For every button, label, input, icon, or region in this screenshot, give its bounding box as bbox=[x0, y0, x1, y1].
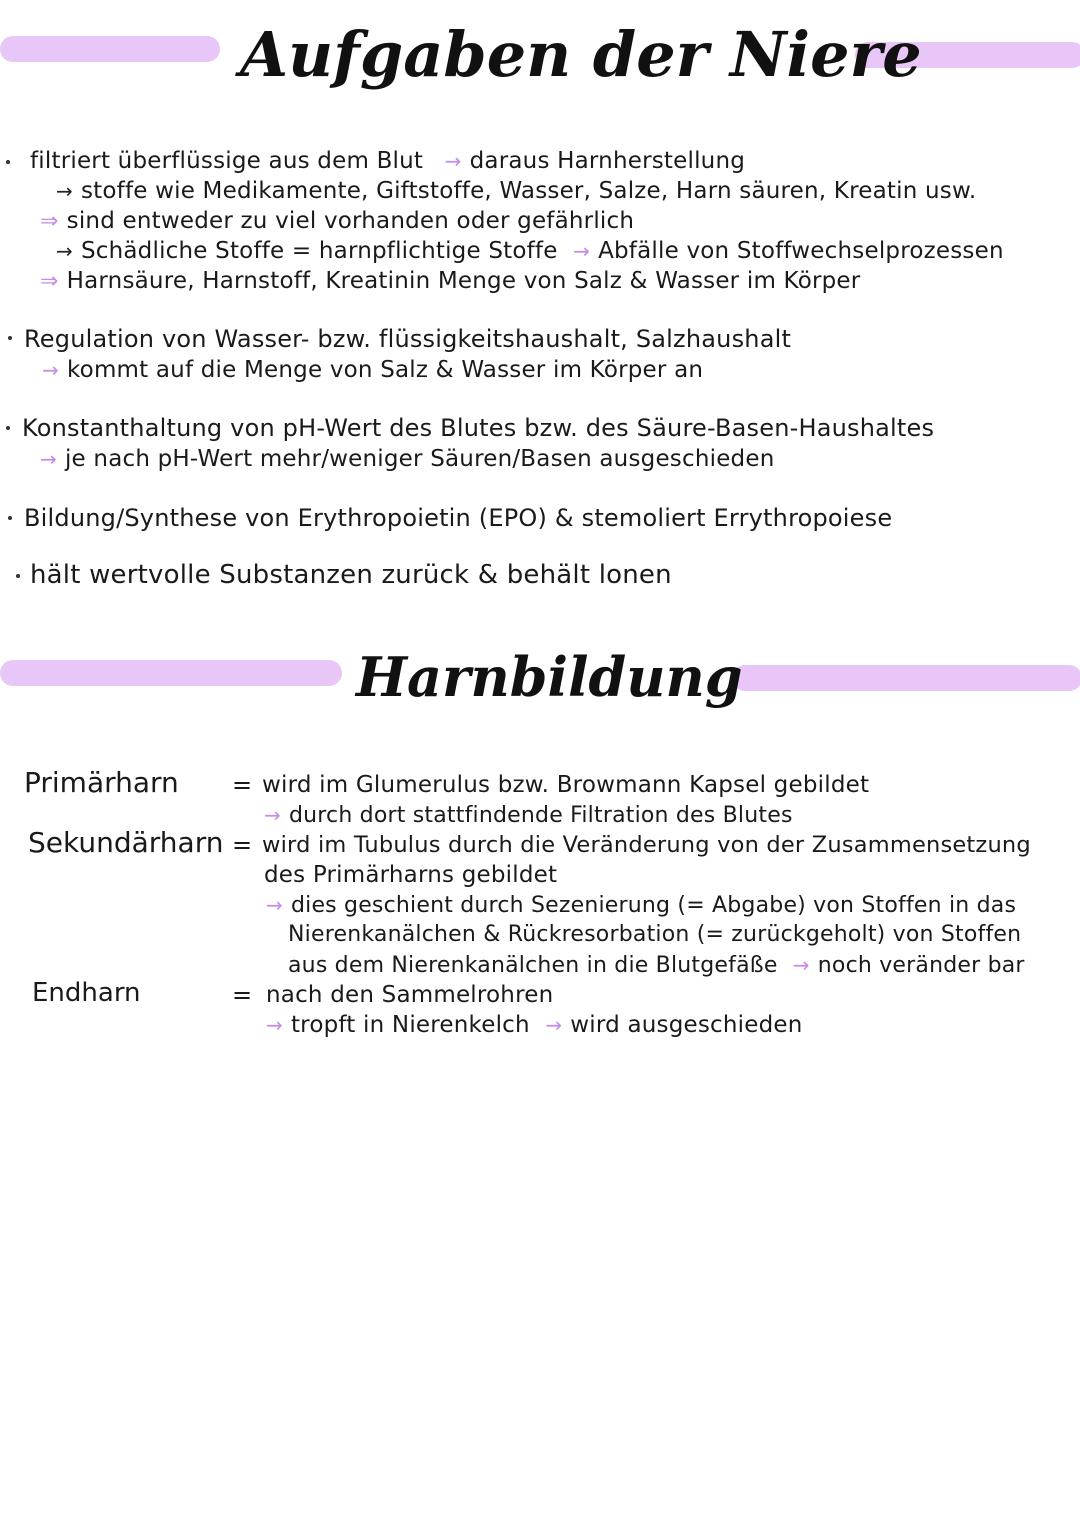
task3-line2-text: je nach pH-Wert mehr/weniger Säuren/Basen ausgeschieden bbox=[64, 446, 775, 472]
sekundaer-line3 bbox=[266, 890, 1016, 921]
arrow-icon: → bbox=[545, 1013, 563, 1037]
task2-line2-text: kommt auf die Menge von Salz & Wasser im Körper an bbox=[66, 357, 704, 383]
sekundaer-line5-result: noch veränder bar bbox=[817, 953, 1025, 978]
decor-bar-left-2 bbox=[0, 660, 342, 686]
task1-line4-text: Schädliche Stoffe = harnpflichtige Stoffe bbox=[80, 238, 558, 264]
section-title: Harnbildung bbox=[356, 645, 743, 709]
task3-line1: Konstanthaltung von pH-Wert des Blutes bzw. des Säure-Basen-Haushaltes bbox=[22, 414, 935, 442]
arrow-icon: → bbox=[266, 893, 283, 917]
primaer-line1: wird im Glumerulus bzw. Browmann Kapsel gebildet bbox=[262, 772, 870, 798]
bullet-dot bbox=[6, 160, 10, 164]
double-arrow-icon: ⇒ bbox=[40, 209, 59, 234]
equals-sign: = bbox=[232, 981, 253, 1009]
task1-line5-text: Harnsäure, Harnstoff, Kreatinin Menge von Salz & Wasser im Körper bbox=[66, 268, 861, 294]
task1-line1-result: daraus Harnherstellung bbox=[469, 148, 746, 174]
term-primaerharn: Primärharn bbox=[24, 766, 179, 799]
sekundaer-line3-text: dies geschient durch Sezenierung (= Abgabe) von Stoffen in das bbox=[290, 893, 1017, 918]
arrow-icon: → bbox=[792, 953, 810, 977]
end-line2-text: tropft in Nierenkelch bbox=[290, 1012, 530, 1038]
arrow-icon: → bbox=[56, 179, 73, 203]
equals-sign: = bbox=[232, 771, 253, 799]
sekundaer-line4: Nierenkanälchen & Rückresorbation (= zurückgeholt) von Stoffen bbox=[288, 922, 1022, 947]
bullet-dot bbox=[8, 516, 12, 520]
task1-line1 bbox=[30, 146, 745, 176]
page-title: Aufgaben der Niere bbox=[240, 18, 922, 91]
arrow-icon: → bbox=[40, 447, 57, 471]
bullet-dot bbox=[8, 336, 12, 340]
task4-line1: Bildung/Synthese von Erythropoietin (EPO) & stemoliert Errythropoiese bbox=[24, 504, 893, 532]
task1-line1-text: filtriert überflüssige aus dem Blut bbox=[30, 148, 424, 174]
task2-line2 bbox=[42, 355, 703, 385]
sekundaer-line2: des Primärharns gebildet bbox=[264, 862, 558, 888]
term-sekundaerharn: Sekundärharn bbox=[28, 826, 224, 859]
bullet-dot bbox=[6, 426, 10, 430]
task2-line1: Regulation von Wasser- bzw. flüssigkeitshaushalt, Salzhaushalt bbox=[24, 325, 792, 353]
decor-bar-left-1 bbox=[0, 36, 220, 62]
arrow-icon: → bbox=[264, 803, 281, 827]
task1-line4-result: Abfälle von Stoffwechselprozessen bbox=[598, 238, 1004, 264]
task1-line2 bbox=[56, 176, 976, 206]
sekundaer-line5 bbox=[288, 950, 1025, 981]
equals-sign: = bbox=[232, 831, 253, 859]
task3-line2 bbox=[40, 444, 774, 474]
arrow-icon: → bbox=[266, 1013, 283, 1037]
sekundaer-line5-text: aus dem Nierenkanälchen in die Blutgefäße bbox=[288, 953, 778, 978]
bullet-dot bbox=[16, 574, 20, 578]
double-arrow-icon: ⇒ bbox=[40, 269, 59, 294]
end-line1: nach den Sammelrohren bbox=[266, 982, 554, 1008]
end-line2 bbox=[266, 1010, 803, 1040]
task5-line1: hält wertvolle Substanzen zurück & behält lonen bbox=[30, 560, 672, 590]
end-line2-result: wird ausgeschieden bbox=[570, 1012, 803, 1038]
arrow-icon: → bbox=[42, 358, 59, 382]
task1-line5 bbox=[40, 266, 860, 297]
decor-bar-right-2 bbox=[732, 665, 1080, 691]
arrow-icon: → bbox=[444, 149, 462, 173]
arrow-icon: → bbox=[56, 239, 73, 263]
arrow-icon: → bbox=[573, 239, 591, 263]
sekundaer-line1: wird im Tubulus durch die Veränderung von der Zusammensetzung bbox=[262, 832, 1031, 858]
task1-line3 bbox=[40, 206, 634, 237]
primaer-line2-text: durch dort stattfindende Filtration des Blutes bbox=[288, 803, 793, 828]
primaer-line2 bbox=[264, 800, 793, 831]
task1-line3-text: sind entweder zu viel vorhanden oder gefährlich bbox=[66, 208, 635, 234]
term-endharn: Endharn bbox=[32, 978, 141, 1008]
task1-line2-text: stoffe wie Medikamente, Giftstoffe, Wasser, Salze, Harn säuren, Kreatin usw. bbox=[80, 178, 977, 204]
task1-line4 bbox=[56, 236, 1004, 266]
